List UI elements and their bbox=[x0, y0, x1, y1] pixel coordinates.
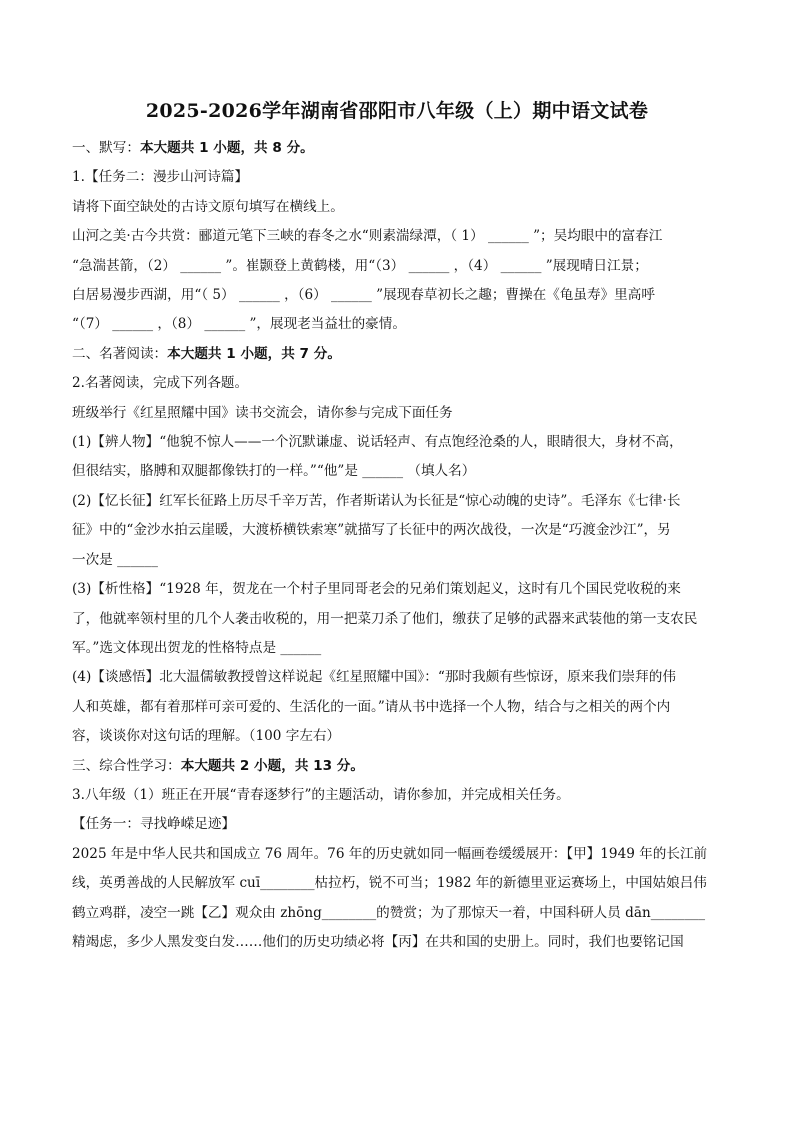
exam-page bbox=[72, 98, 722, 957]
text-line: 白居易漫步西湖，用“（ 5） ______ ，（6） ______ ”展现春草初长之趣；曹操在《龟虽寿》里高呼 bbox=[72, 287, 655, 304]
text-line: 一次是 ______ bbox=[72, 551, 158, 568]
text-line: 容，谈谈你对这句话的理解。（100 字左右） bbox=[72, 728, 341, 745]
text-line: 山河之美·古今共赏：郦道元笔下三峡的春冬之水“则素湍绿潭，（ 1） ______ ”；吴均眼中的富春江 bbox=[72, 228, 663, 245]
section-heading: 三、综合性学习：本大题共 2 小题，共 13 分。 bbox=[72, 757, 364, 774]
section-heading: 一、默写：本大题共 1 小题，共 8 分。 bbox=[72, 140, 314, 156]
text-line: 班级举行《红星照耀中国》读书交流会，请你参与完成下面任务 bbox=[72, 404, 453, 421]
exam-content bbox=[72, 134, 722, 957]
text-line: 了，他就率领村里的几个人袭击收税的，用一把菜刀杀了他们，缴获了足够的武器来武装他的第一支农民 bbox=[72, 610, 698, 627]
text-line: 2.名著阅读，完成下列各题。 bbox=[72, 375, 249, 392]
text-line: 但很结实，胳膊和双腿都像铁打的一样。”“他”是 ______ （填人名） bbox=[72, 463, 476, 480]
text-line: 2025 年是中华人民共和国成立 76 周年。76 年的历史就如同一幅画卷缓缓展开：【甲】1949 年的长江前 bbox=[72, 845, 708, 862]
text-line: (4)【谈感悟】北大温儒敏教授曾这样说起《红星照耀中国》：“那时我颇有些惊讶，原来我们崇拜的伟 bbox=[72, 669, 676, 686]
text-line: 征》中的“金沙水拍云崖暖，大渡桥横铁索寒”就描写了长征中的两次战役，一次是“巧渡金沙江”，另 bbox=[72, 522, 671, 539]
text-line: 请将下面空缺处的古诗文原句填写在横线上。 bbox=[72, 198, 344, 215]
text-line: (2)【忆长征】红军长征路上历尽千辛万苦，作者斯诺认为长征是“惊心动魄的史诗”。毛泽东《七律·长 bbox=[72, 492, 681, 509]
text-line: 3.八年级（1）班正在开展“青春逐梦行”的主题活动，请你参加，并完成相关任务。 bbox=[72, 786, 570, 803]
text-line: “急湍甚箭，（2） ______ ”。崔颢登上黄鹤楼，用“（3） ______ ，（4） ______ ”展现晴日江景； bbox=[72, 257, 648, 274]
text-line: (1)【辨人物】“他貌不惊人——一个沉默谦虚、说话轻声、有点饱经沧桑的人，眼睛很大，身材不高， bbox=[72, 434, 683, 451]
text-line: (3)【析性格】“1928 年，贺龙在一个村子里同哥老会的兄弟们策划起义，这时有几个国民党收税的来 bbox=[72, 581, 681, 598]
text-line: “（7） ______ ，（8） ______ ”，展现老当益壮的豪情。 bbox=[72, 316, 406, 333]
text-line: 线，英勇善战的人民解放军 cuī________枯拉朽，锐不可当；1982 年的新德里亚运赛场上，中国姑娘吕伟 bbox=[72, 875, 707, 892]
page-title: 2025-2026学年湖南省邵阳市八年级（上）期中语文试卷 bbox=[145, 100, 649, 122]
text-line: 【任务一：寻找峥嵘足迹】 bbox=[72, 816, 236, 833]
text-line: 人和英雄，都有着那样可亲可爱的、生活化的一面。”请从书中选择一个人物，结合与之相关的两个内 bbox=[72, 698, 671, 715]
section-heading: 二、名著阅读：本大题共 1 小题，共 7 分。 bbox=[72, 345, 341, 362]
text-line: 鹤立鸡群，凌空一跳【乙】观众由 zhōng________的赞赏；为了那惊天一着，中国科研人员 dān________ bbox=[72, 904, 706, 921]
text-line: 军。”选文体现出贺龙的性格特点是 ______ bbox=[72, 639, 322, 656]
text-line: 1.【任务二：漫步山河诗篇】 bbox=[72, 169, 249, 186]
text-line: 精竭虑，多少人黑发变白发……他们的历史功绩必将【丙】在共和国的史册上。同时，我们也要铭记国 bbox=[72, 933, 684, 950]
